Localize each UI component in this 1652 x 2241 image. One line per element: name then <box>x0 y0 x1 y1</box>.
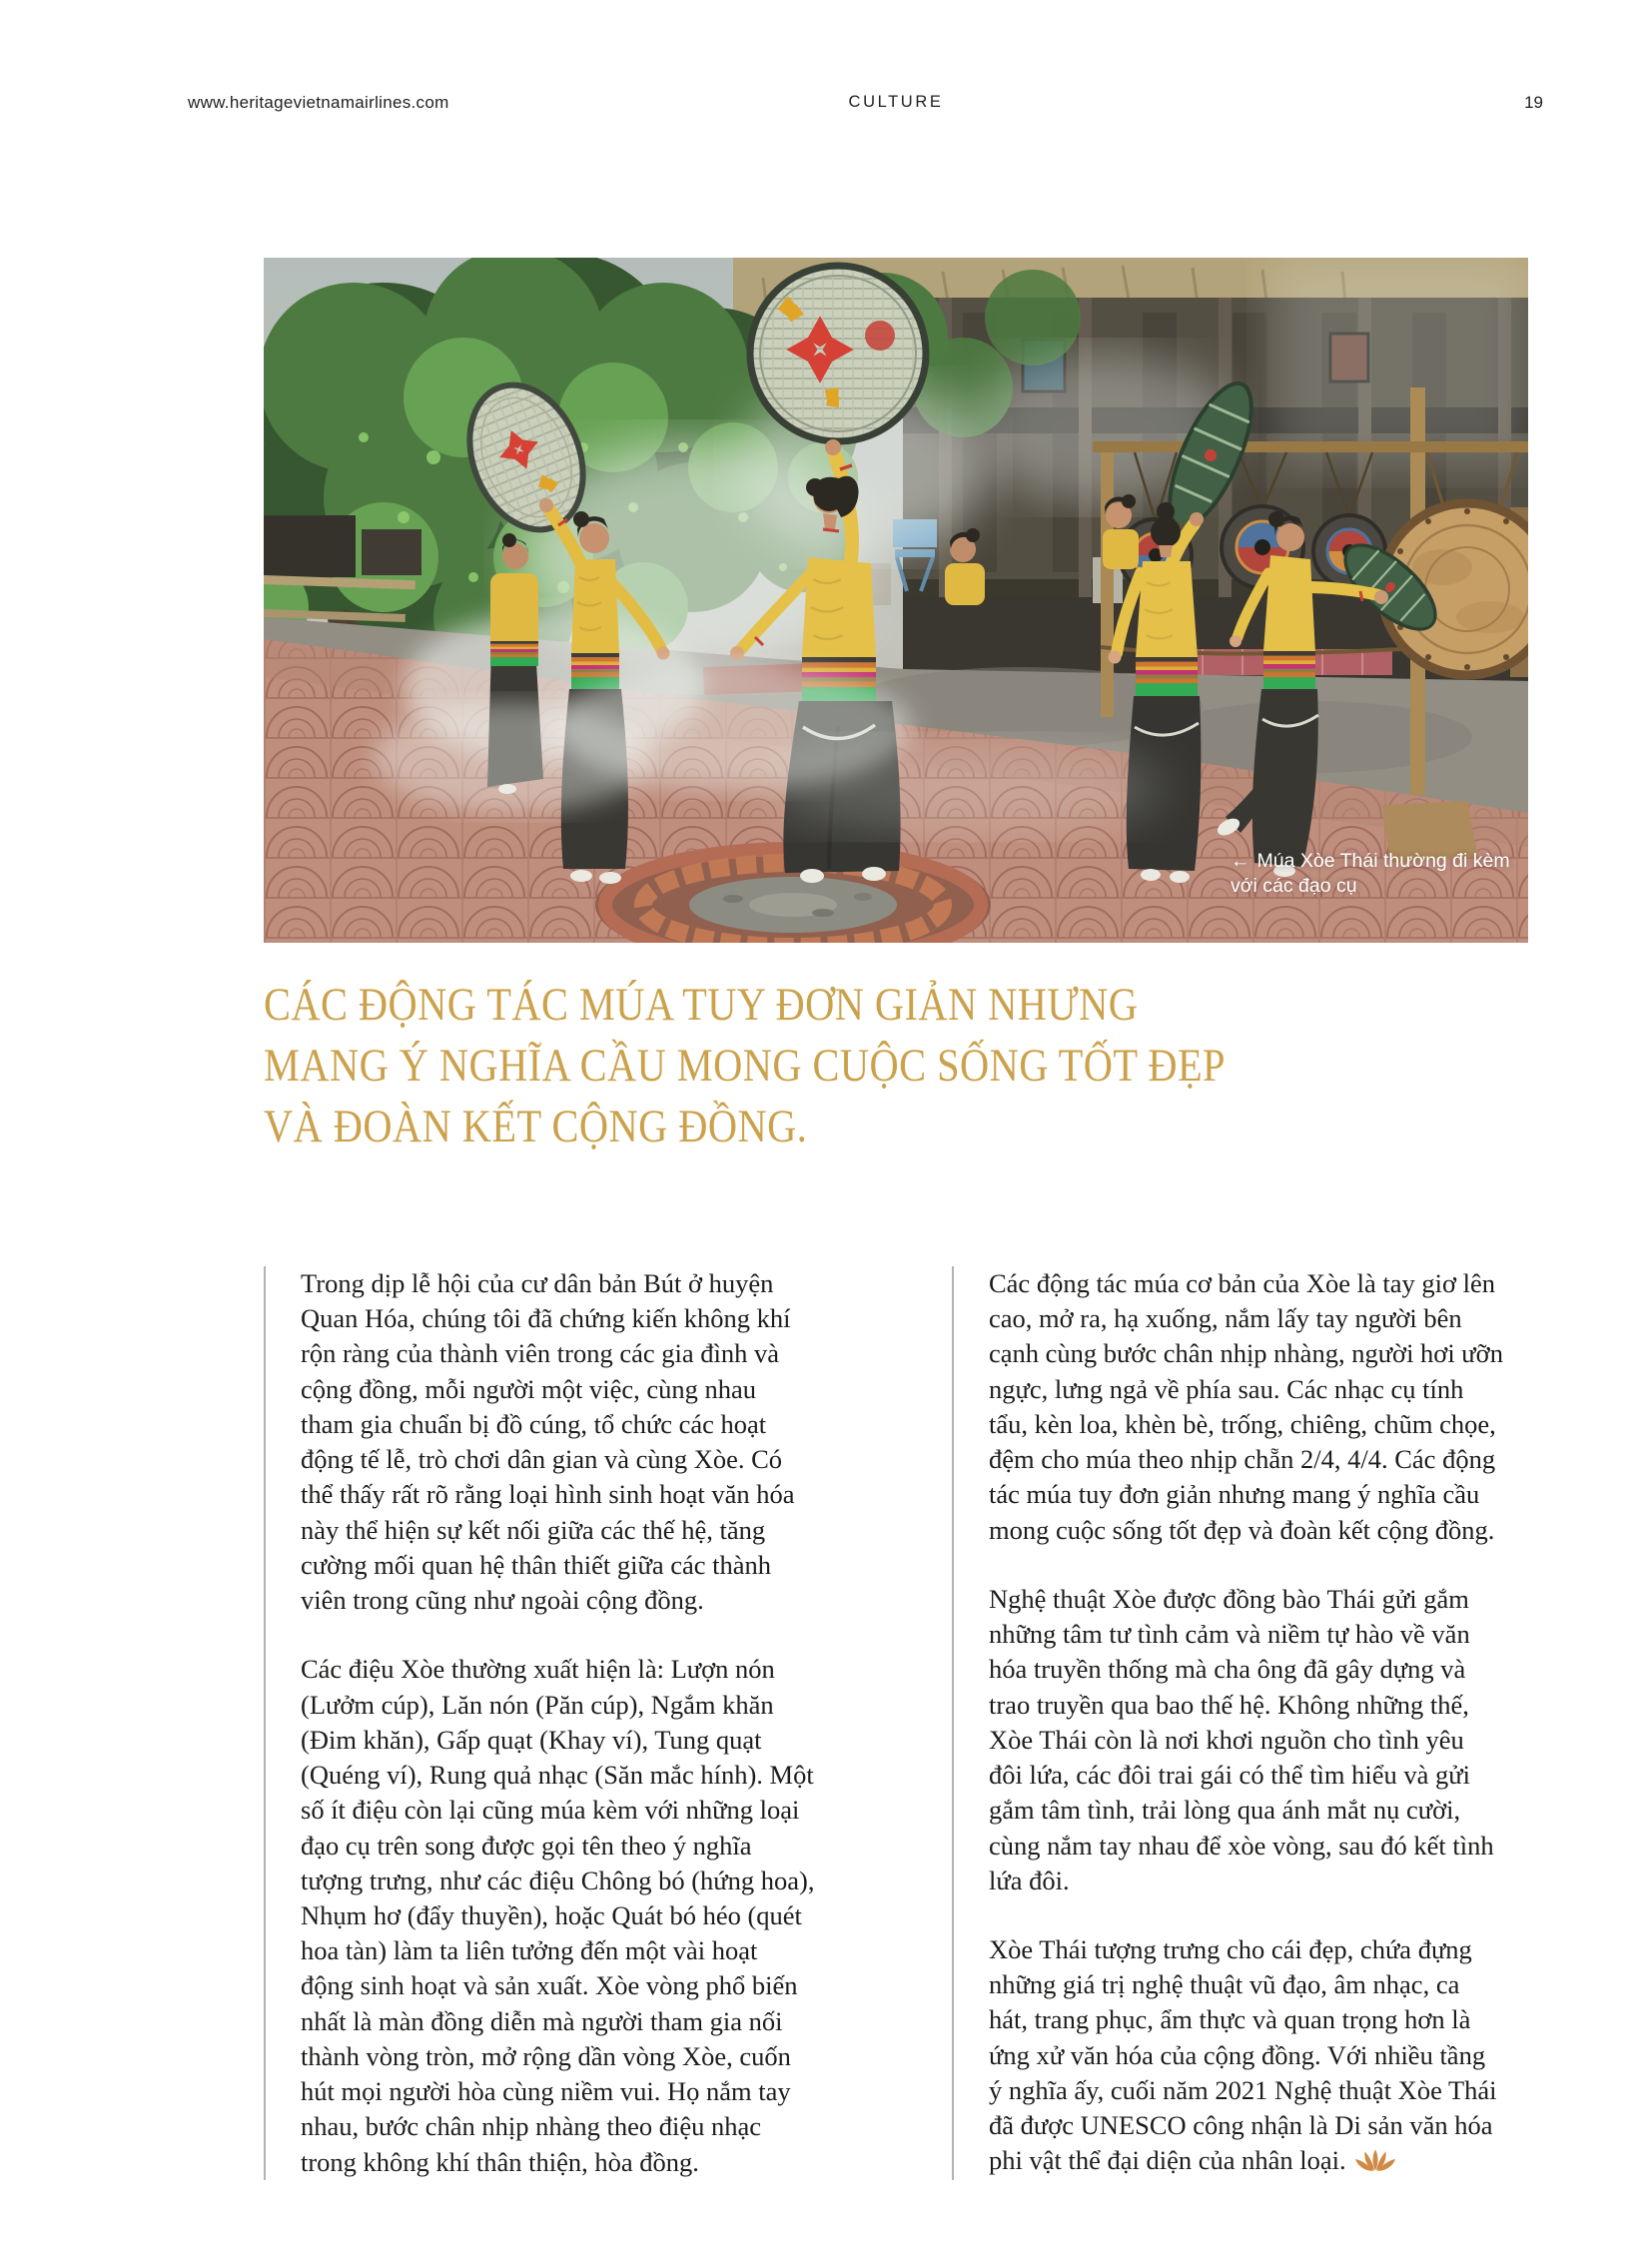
caption-line2: với các đạo cụ <box>1231 875 1357 897</box>
article-body <box>264 1266 1528 2180</box>
header-page-number: 19 <box>1524 93 1543 112</box>
header-website-url[interactable]: www.heritagevietnamairlines.com <box>188 93 449 112</box>
left-column <box>264 1266 815 2180</box>
caption-left-arrow-icon: ← <box>1231 850 1250 872</box>
photo-caption <box>1231 849 1510 899</box>
body-paragraph: Các điệu Xòe thường xuất hiện là: Lượn nón (Lưởm cúp), Lăn nón (Păn cúp), Ngắm khăn (Đim khăn), Gấp quạt (Khay ví), Tung quạt (Quéng ví), Rung quả nhạc (Săn mắc hính). Một số ít điệu còn lại cũng múa kèm với những loại đạo cụ trên song được gọi tên theo ý nghĩa tượng trưng, như các điệu Chông bó (hứng hoa), Nhụm hơ (đẩy thuyền), hoặc Quát bó héo (quét hoa tàn) làm ta liên tưởng đến một vài hoạt động sinh hoạt và sản xuất. Xòe vòng phổ biến nhất là màn đồng diễn mà người tham gia nối thành vòng tròn, mở rộng dần vòng Xòe, cuốn hút mọi người hòa cùng niềm vui. Họ nắm tay nhau, bước chân nhịp nhàng theo điệu nhạc trong không khí thân thiện, hòa đồng. <box>301 1654 815 2177</box>
xoe-dance-photo-illustration <box>264 258 1528 943</box>
pull-quote-line: VÀ ĐOÀN KẾT CỘNG ĐỒNG. <box>264 1101 808 1152</box>
body-paragraph: Các động tác múa cơ bản của Xòe là tay giơ lên cao, mở ra, hạ xuống, nắm lấy tay người bên cạnh cùng bước chân nhịp nhàng, người hơi ưỡn ngực, lưng ngả về phía sau. Các nhạc cụ tính tẩu, kèn loa, khèn bè, trống, chiêng, chũm chọe, đệm cho múa theo nhịp chẵn 2/4, 4/4. Các động tác múa tuy đơn giản nhưng mang ý nghĩa cầu mong cuộc sống tốt đẹp và đoàn kết cộng đồng. <box>989 1268 1503 1545</box>
body-paragraph-text: Xòe Thái tượng trưng cho cái đẹp, chứa đựng những giá trị nghệ thuật vũ đạo, âm nhạc, ca hát, trang phục, ẩm thực và quan trọng hơn là ứng xử văn hóa của cộng đồng. Với nhiều tầng ý nghĩa ấy, cuối năm 2021 Nghệ thuật Xòe Thái đã được UNESCO công nhận là Di sản văn hóa phi vật thể đại diện của nhân loại. <box>989 1933 1497 2176</box>
caption-line1: Múa Xòe Thái thường đi kèm <box>1256 850 1510 872</box>
body-paragraph: Nghệ thuật Xòe được đồng bào Thái gửi gắm những tâm tư tình cảm và niềm tự hào về văn hóa truyền thống mà cha ông đã gây dựng và trao truyền qua bao thế hệ. Không những thế, Xòe Thái còn là nơi khơi nguồn cho tình yêu đôi lứa, các đôi trai gái có thể tìm hiểu và gửi gắm tâm tình, trải lòng qua ánh mắt nụ cười, cùng nắm tay nhau để xòe vòng, sau đó kết tình lứa đôi. <box>989 1583 1494 1895</box>
header-section-title: CULTURE <box>848 93 944 111</box>
body-paragraph: Trong dịp lễ hội của cư dân bản Bút ở huyện Quan Hóa, chúng tôi đã chứng kiến không khí rộn ràng của thành viên trong các gia đình và cộng đồng, mỗi người một việc, cùng nhau tham gia chuẩn bị đồ cúng, tổ chức các hoạt động tế lễ, trò chơi dân gian và cùng Xòe. Có thể thấy rất rõ rằng loại hình sinh hoạt văn hóa này thể hiện sự kết nối giữa các thế hệ, tăng cường mối quan hệ thân thiết giữa các thành viên trong cũng như ngoài cộng đồng. <box>301 1268 795 1616</box>
right-column <box>952 1266 1503 2180</box>
pull-quote-line: MANG Ý NGHĨA CẦU MONG CUỘC SỐNG TỐT ĐẸP <box>264 1040 1226 1092</box>
article-photo <box>264 258 1528 943</box>
pull-quote-line: CÁC ĐỘNG TÁC MÚA TUY ĐƠN GIẢN NHƯNG <box>264 979 1139 1031</box>
body-paragraph <box>989 1932 1503 2179</box>
lotus-icon <box>1354 2146 1396 2172</box>
pull-quote <box>264 975 1442 1157</box>
